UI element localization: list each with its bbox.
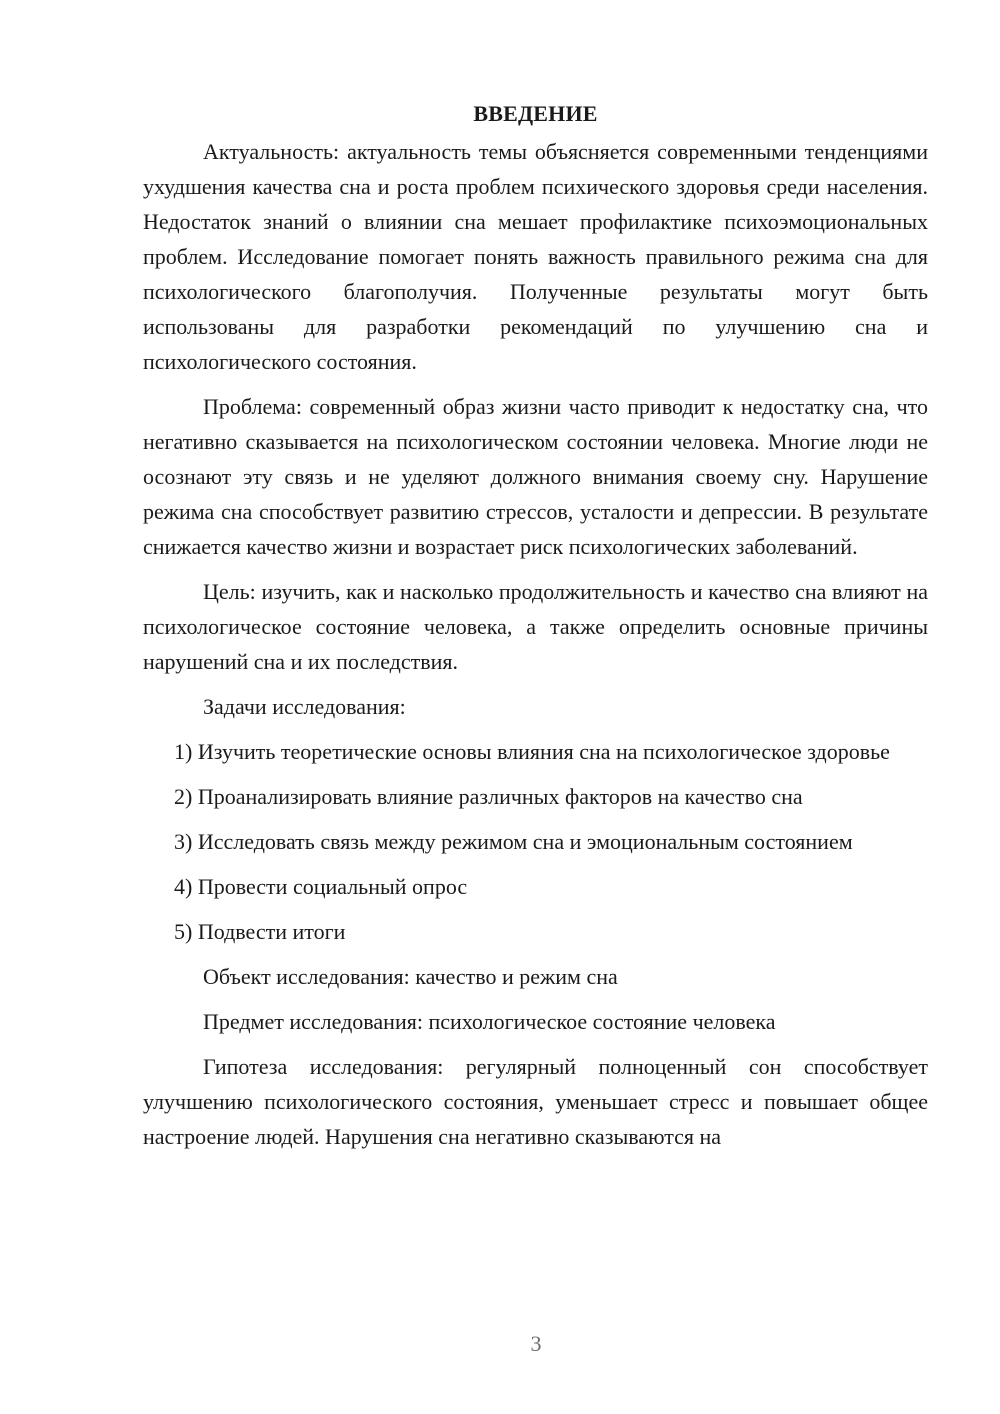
paragraph-hypothesis: Гипотеза исследования: регулярный полноценный сон способствует улучшению психологического состояния, уменьшает стресс и повышает общее настроение людей. Нарушения сна негативно сказываются на bbox=[143, 1054, 928, 1149]
paragraph-problem: Проблема: современный образ жизни часто приводит к недостатку сна, что негативно сказывается на психологическом состоянии человека. Многие люди не осознают эту связь и не уделяют должного внимания своему сну. Нарушение режима сна способствует развитию стрессов, усталости и депрессии. В результате снижается качество жизни и возрастает риск психологических заболеваний. bbox=[143, 394, 928, 559]
paragraph-relevance: Актуальность: актуальность темы объясняется современными тенденциями ухудшения качества сна и роста проблем психического здоровья среди населения. Недостаток знаний о влиянии сна мешает профилактике психоэмоциональных проблем. Исследование помогает понять важность правильного режима сна для психологического благополучия. Полученные результаты могут быть использованы для разработки рекомендаций по улучшению сна и психологического состояния. bbox=[143, 139, 928, 374]
tasks-heading: Задачи исследования: bbox=[203, 694, 406, 719]
task-item-4: 4) Провести социальный опрос bbox=[174, 874, 468, 899]
section-title: ВВЕДЕНИЕ bbox=[473, 101, 598, 126]
task-item-2: 2) Проанализировать влияние различных факторов на качество сна bbox=[174, 784, 803, 809]
task-item-5: 5) Подвести итоги bbox=[174, 919, 346, 944]
page-number: 3 bbox=[530, 1331, 542, 1356]
paragraph-object: Объект исследования: качество и режим сна bbox=[203, 964, 618, 989]
task-item-1: 1) Изучить теоретические основы влияния сна на психологическое здоровье bbox=[174, 739, 890, 764]
page-content bbox=[143, 96, 928, 1154]
paragraph-goal: Цель: изучить, как и насколько продолжительность и качество сна влияют на психологическое состояние человека, а также определить основные причины нарушений сна и их последствия. bbox=[143, 579, 928, 674]
paragraph-subject: Предмет исследования: психологическое состояние человека bbox=[203, 1009, 776, 1034]
task-item-3: 3) Исследовать связь между режимом сна и эмоциональным состоянием bbox=[174, 829, 853, 854]
